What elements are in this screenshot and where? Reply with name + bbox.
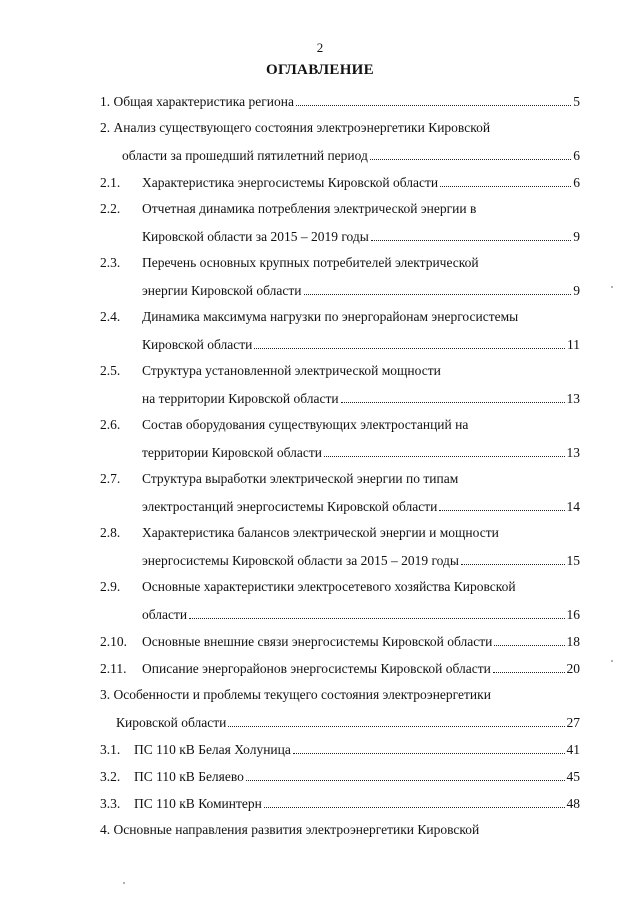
toc-entry-2-4-line1[interactable]	[100, 308, 518, 326]
dot-leader	[189, 605, 564, 619]
toc-entry-text: Основные характеристики электросетевого хозяйства Кировской	[142, 579, 516, 594]
toc-entry-2-7-line1[interactable]	[100, 470, 458, 488]
toc-page-number: 13	[566, 391, 580, 406]
toc-entry-text: Структура выработки электрической энергии по типам	[142, 471, 459, 486]
toc-page-number: 6	[573, 148, 580, 163]
scan-speck	[123, 882, 125, 884]
toc-entry-1[interactable]	[100, 92, 580, 111]
toc-entry-number: 2.2.	[100, 201, 121, 216]
toc-entry-text: ПС 110 кВ Коминтерн	[134, 796, 262, 811]
toc-entry-text: 3. Особенности и проблемы текущего состояния электроэнергетики	[100, 687, 491, 702]
toc-entry-2-7-line2[interactable]	[142, 497, 580, 516]
scan-speck	[611, 660, 613, 662]
toc-entry-text: территории Кировской области	[142, 445, 323, 460]
toc-entry-text: ПС 110 кВ Беляево	[134, 769, 244, 784]
toc-entry-number: 2.8.	[100, 525, 121, 540]
toc-entry-2-9-line2[interactable]	[142, 605, 580, 624]
toc-entry-number: 3.2.	[100, 769, 121, 784]
dot-leader	[371, 227, 571, 241]
dot-leader	[493, 659, 565, 673]
toc-page-number: 45	[566, 769, 580, 784]
toc-entry-2-1[interactable]	[100, 173, 580, 192]
toc-page-number: 18	[566, 634, 580, 649]
toc-entry-text: энергосистемы Кировской области за 2015 – 2019 годы	[142, 553, 459, 568]
toc-entry-text: Состав оборудования существующих электростанций на	[142, 417, 469, 432]
dot-leader	[324, 443, 564, 457]
toc-entry-text: энергии Кировской области	[142, 283, 302, 298]
dot-leader	[370, 146, 571, 160]
toc-entry-text: области	[142, 607, 188, 622]
toc-page-number: 15	[566, 553, 580, 568]
toc-entry-number: 3.3.	[100, 796, 121, 811]
toc-entry-2-4-line2[interactable]	[142, 335, 580, 354]
toc-entry-number: 2.3.	[100, 255, 121, 270]
toc-entry-2-8-line1[interactable]	[100, 524, 499, 542]
toc-entry-text: Характеристика энергосистемы Кировской области	[142, 175, 439, 190]
toc-entry-2-3-line2[interactable]	[142, 281, 580, 300]
toc-entry-number: 2.6.	[100, 417, 121, 432]
toc-entry-text: 2. Анализ существующего состояния электроэнергетики Кировской	[100, 120, 491, 135]
toc-entry-text: Кировской области	[116, 715, 227, 730]
toc-entry-2-6-line2[interactable]	[142, 443, 580, 462]
toc-page-number: 5	[573, 94, 580, 109]
toc-entry-number: 2.11.	[100, 661, 127, 676]
toc-page-number: 48	[566, 796, 580, 811]
dot-leader	[228, 713, 564, 727]
toc-entry-2-3-line1[interactable]	[100, 254, 479, 272]
dot-leader	[293, 740, 565, 754]
dot-leader	[254, 335, 565, 349]
toc-entry-number: 2.1.	[100, 175, 121, 190]
toc-entry-2-line2[interactable]	[122, 146, 580, 165]
toc-entry-number: 2.7.	[100, 471, 121, 486]
toc-page-number: 13	[566, 445, 580, 460]
toc-entry-text: Характеристика балансов электрической энергии и мощности	[142, 525, 499, 540]
toc-entry-text: Кировской области за 2015 – 2019 годы	[142, 229, 369, 244]
toc-entry-2-line1[interactable]	[100, 119, 490, 137]
toc-page-number: 27	[566, 715, 580, 730]
toc-entry-2-2-line2[interactable]	[142, 227, 580, 246]
toc-entry-text: электростанций энергосистемы Кировской области	[142, 499, 438, 514]
dot-leader	[304, 281, 572, 295]
toc-entry-number: 3.1.	[100, 742, 121, 757]
toc-page-number: 16	[566, 607, 580, 622]
toc-page-number: 14	[566, 499, 580, 514]
toc-entry-text: Основные внешние связи энергосистемы Кировской области	[142, 634, 493, 649]
toc-page-number: 20	[566, 661, 580, 676]
toc-entry-text: на территории Кировской области	[142, 391, 339, 406]
toc-entry-text: Динамика максимума нагрузки по энергорайонам энергосистемы	[142, 309, 519, 324]
toc-entry-3-3[interactable]	[100, 794, 580, 813]
toc-entry-number: 2.5.	[100, 363, 121, 378]
toc-entry-3-2[interactable]	[100, 767, 580, 786]
toc-entry-2-10[interactable]	[100, 632, 580, 651]
dot-leader	[461, 551, 565, 565]
toc-entry-2-5-line1[interactable]	[100, 362, 441, 380]
toc-entry-3-line1[interactable]	[100, 686, 491, 704]
toc-entry-4-line1[interactable]	[100, 821, 479, 839]
toc-entry-2-6-line1[interactable]	[100, 416, 468, 434]
toc-entry-text: Кировской области	[142, 337, 253, 352]
toc-entry-text: 4. Основные направления развития электроэнергетики Кировской	[100, 822, 480, 837]
dot-leader	[440, 173, 571, 187]
toc-page-number: 6	[573, 175, 580, 190]
dot-leader	[246, 767, 565, 781]
toc-entry-text: области за прошедший пятилетний период	[122, 148, 368, 163]
toc-page-number: 41	[566, 742, 580, 757]
toc-entry-number: 2.9.	[100, 579, 121, 594]
toc-page-number: 9	[573, 283, 580, 298]
toc-entry-2-8-line2[interactable]	[142, 551, 580, 570]
toc-entry-text: Отчетная динамика потребления электрической энергии в	[142, 201, 477, 216]
toc-entry-2-11[interactable]	[100, 659, 580, 678]
toc-entry-text: Перечень основных крупных потребителей электрической	[142, 255, 479, 270]
dot-leader	[341, 389, 565, 403]
toc-entry-number: 2.4.	[100, 309, 121, 324]
toc-entry-3-line2[interactable]	[116, 713, 580, 732]
page-title: ОГЛАВЛЕНИЕ	[266, 62, 374, 78]
toc-entry-text: Структура установленной электрической мощности	[142, 363, 441, 378]
dot-leader	[264, 794, 565, 808]
toc-entry-text: Описание энергорайонов энергосистемы Кировской области	[142, 661, 491, 676]
scan-speck	[611, 286, 613, 288]
dot-leader	[494, 632, 564, 646]
toc-entry-2-9-line1[interactable]	[100, 578, 516, 596]
dot-leader	[296, 92, 571, 106]
toc-entry-2-2-line1[interactable]	[100, 200, 476, 218]
toc-entry-text: ПС 110 кВ Белая Холуница	[134, 742, 291, 757]
toc-entry-2-5-line2[interactable]	[142, 389, 580, 408]
page-number: 2	[316, 40, 324, 55]
toc-page-number: 9	[573, 229, 580, 244]
toc-entry-3-1[interactable]	[100, 740, 580, 759]
toc-entry-number: 2.10.	[100, 634, 127, 649]
dot-leader	[439, 497, 564, 511]
toc-page-number: 11	[567, 337, 580, 352]
toc-entry-text: 1. Общая характеристика региона	[100, 94, 294, 109]
